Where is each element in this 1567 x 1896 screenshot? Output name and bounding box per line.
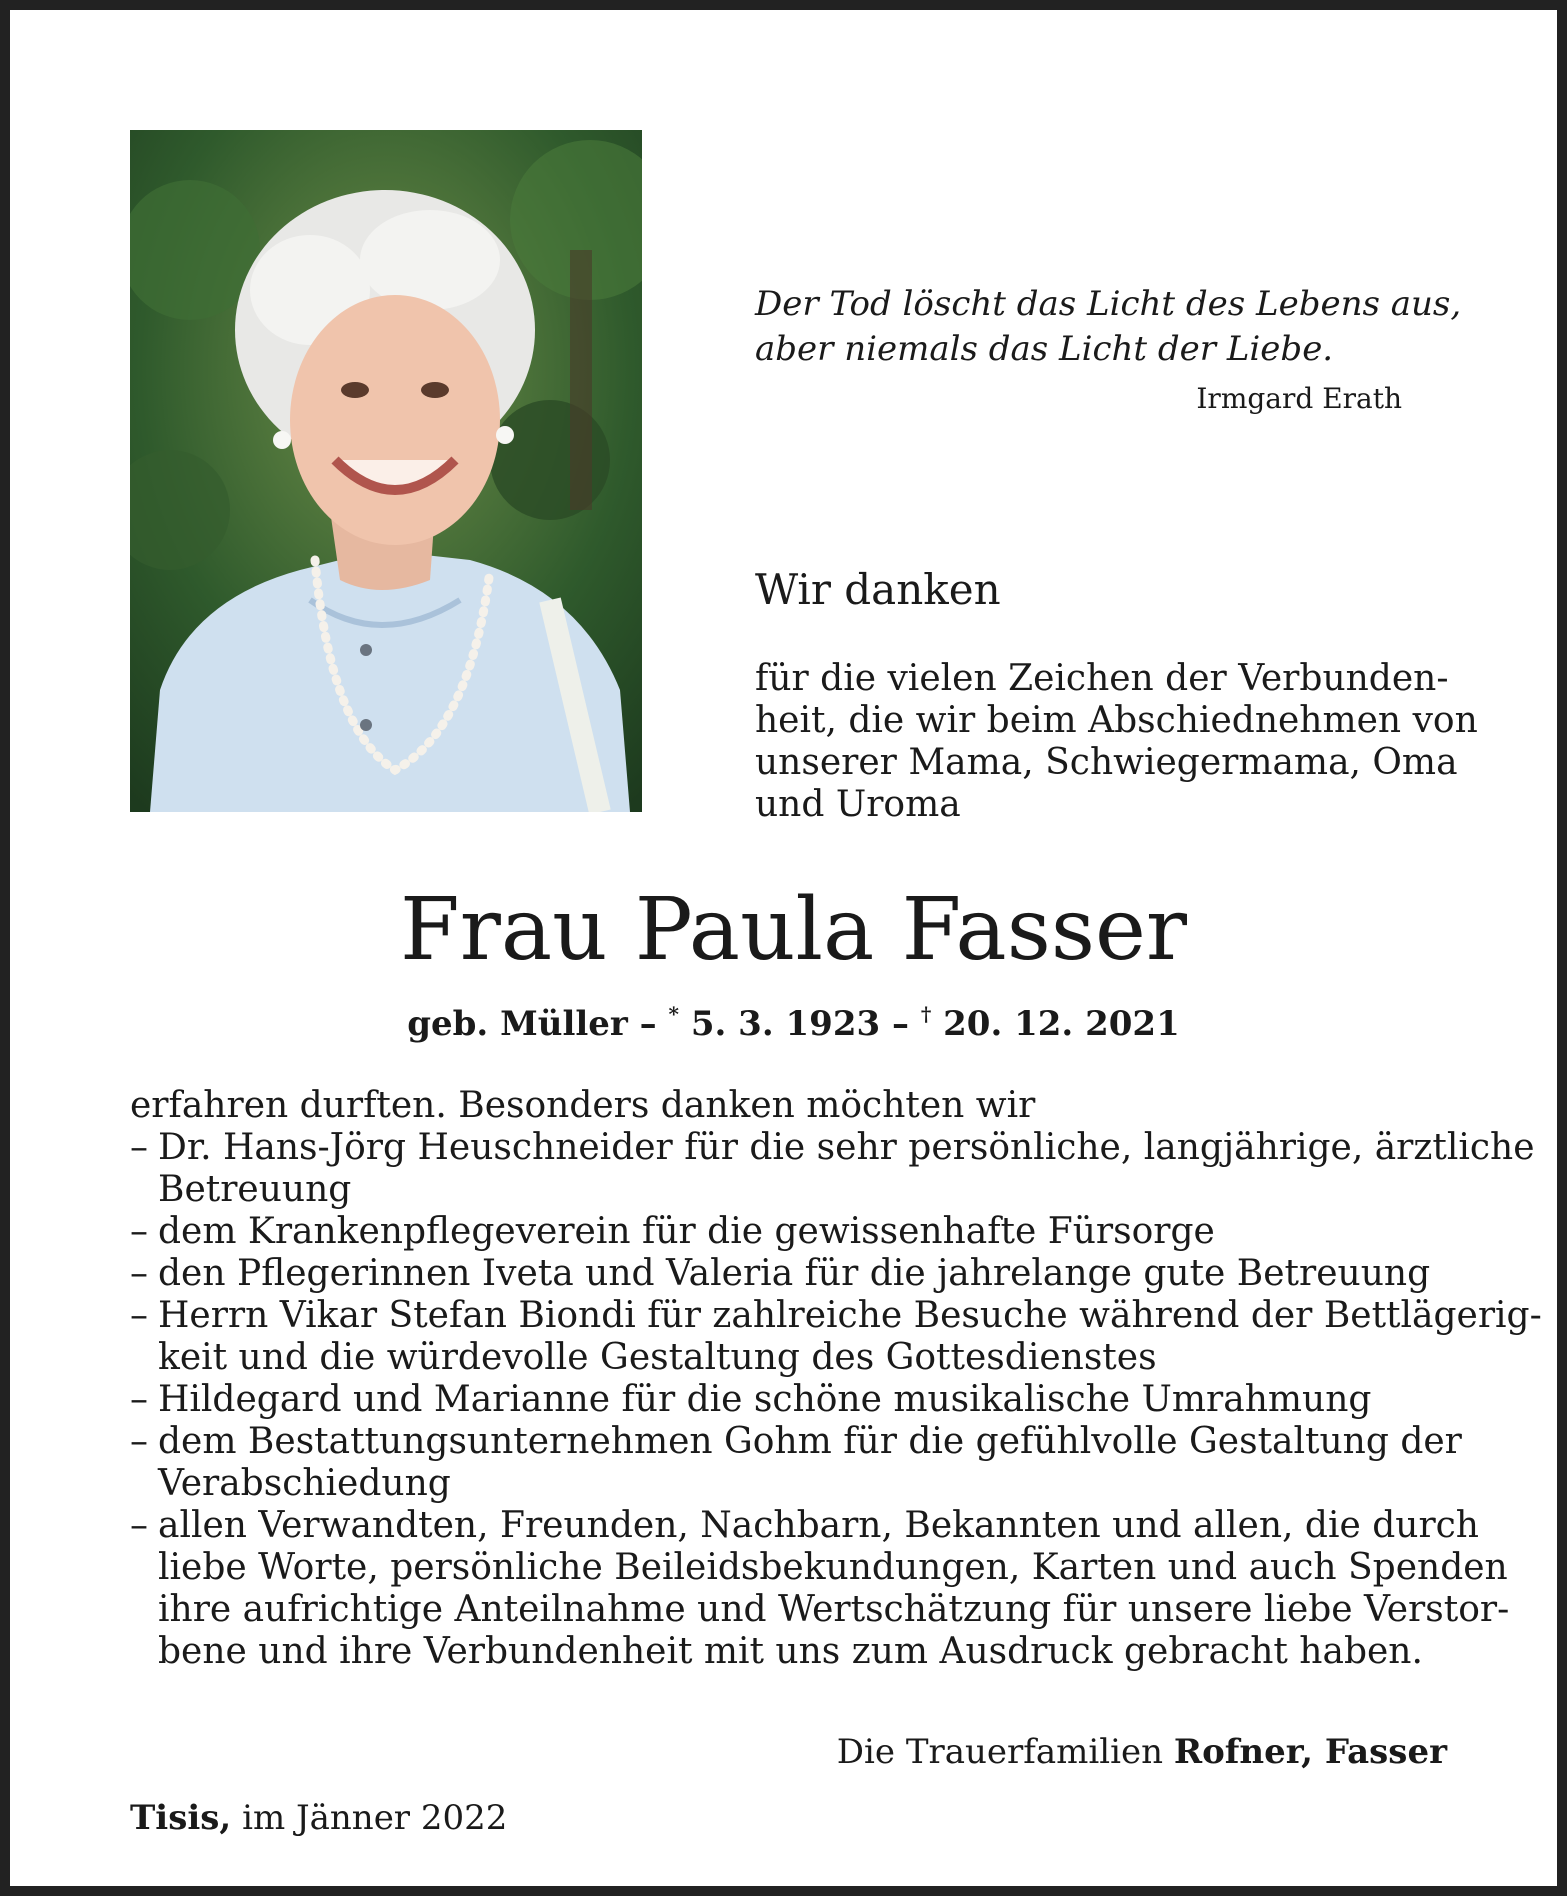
lead-line: erfahren durften. Besonders danken möchten wir (130, 1085, 1036, 1126)
life-dates (10, 1002, 1567, 1044)
list-item (130, 1211, 1447, 1253)
birth-symbol: * (668, 1002, 679, 1026)
place-town: Tisis, (130, 1798, 232, 1838)
list-item-line: Hildegard und Marianne für die schöne musikalische Umrahmung (158, 1379, 1372, 1420)
family-prefix: Die Trauerfamilien (836, 1732, 1174, 1772)
separator: – (627, 1004, 669, 1044)
thanks-list (130, 1127, 1542, 1673)
list-item (130, 1127, 1535, 1211)
intro-line: für die vielen Zeichen der Verbunden- (755, 658, 1449, 699)
quote (755, 282, 1462, 372)
maiden-name: geb. Müller (407, 1004, 628, 1044)
list-item (130, 1505, 1510, 1673)
quote-line-2: aber niemals das Licht der Liebe. (755, 329, 1334, 369)
intro-paragraph (755, 658, 1478, 826)
list-item-line: bene und ihre Verbundenheit mit uns zum Ausdruck gebracht haben. (158, 1631, 1423, 1672)
list-item (130, 1253, 1447, 1295)
list-item-line: den Pflegerinnen Iveta und Valeria für die jahrelange gute Betreuung (158, 1253, 1431, 1294)
quote-line-1: Der Tod löscht das Licht des Lebens aus, (755, 284, 1462, 324)
dash-bullet: – (130, 1421, 148, 1462)
separator: – (880, 1004, 921, 1044)
dash-bullet: – (130, 1127, 148, 1168)
quote-author: Irmgard Erath (1196, 382, 1402, 415)
list-item-line: ihre aufrichtige Anteilnahme und Wertschätzung für unsere liebe Verstor- (158, 1589, 1510, 1630)
thanks-heading: Wir danken (755, 565, 1001, 614)
dash-bullet: – (130, 1253, 148, 1294)
list-item (130, 1295, 1542, 1379)
list-item-line: Betreuung (158, 1169, 352, 1210)
intro-line: heit, die wir beim Abschiednehmen von (755, 700, 1478, 741)
place-date (130, 1798, 507, 1838)
list-item-line: Verabschiedung (158, 1463, 451, 1504)
death-symbol: † (920, 1002, 932, 1026)
portrait-photo-graphic (130, 130, 642, 812)
list-item (130, 1379, 1447, 1421)
dash-bullet: – (130, 1211, 148, 1252)
list-item-line: dem Krankenpflegeverein für die gewissenhafte Fürsorge (158, 1211, 1215, 1252)
death-date: 20. 12. 2021 (931, 1004, 1180, 1044)
portrait-photo (130, 130, 642, 812)
family-signature (790, 1732, 1447, 1772)
list-item-line: Dr. Hans-Jörg Heuschneider für die sehr persönliche, langjährige, ärztliche (158, 1127, 1535, 1168)
thanks-body (130, 1085, 1542, 1673)
intro-line: und Uroma (755, 784, 961, 825)
place-date-text: im Jänner 2022 (231, 1798, 508, 1838)
list-item-line: allen Verwandten, Freunden, Nachbarn, Bekannten und allen, die durch (158, 1505, 1479, 1546)
deceased-name: Frau Paula Fasser (400, 880, 1187, 980)
birth-date: 5. 3. 1923 (679, 1004, 881, 1044)
dash-bullet: – (130, 1379, 148, 1420)
intro-line: unserer Mama, Schwiegermama, Oma (755, 742, 1458, 783)
list-item (130, 1421, 1462, 1505)
list-item-line: liebe Worte, persönliche Beileidsbekundungen, Karten und auch Spenden (158, 1547, 1508, 1588)
dash-bullet: – (130, 1295, 148, 1336)
family-names: Rofner, Fasser (1173, 1732, 1447, 1772)
list-item-line: dem Bestattungsunternehmen Gohm für die gefühlvolle Gestaltung der (158, 1421, 1462, 1462)
dash-bullet: – (130, 1505, 148, 1546)
list-item-line: Herrn Vikar Stefan Biondi für zahlreiche Besuche während der Bettlägerig- (158, 1295, 1542, 1336)
list-item-line: keit und die würdevolle Gestaltung des Gottesdienstes (158, 1337, 1157, 1378)
